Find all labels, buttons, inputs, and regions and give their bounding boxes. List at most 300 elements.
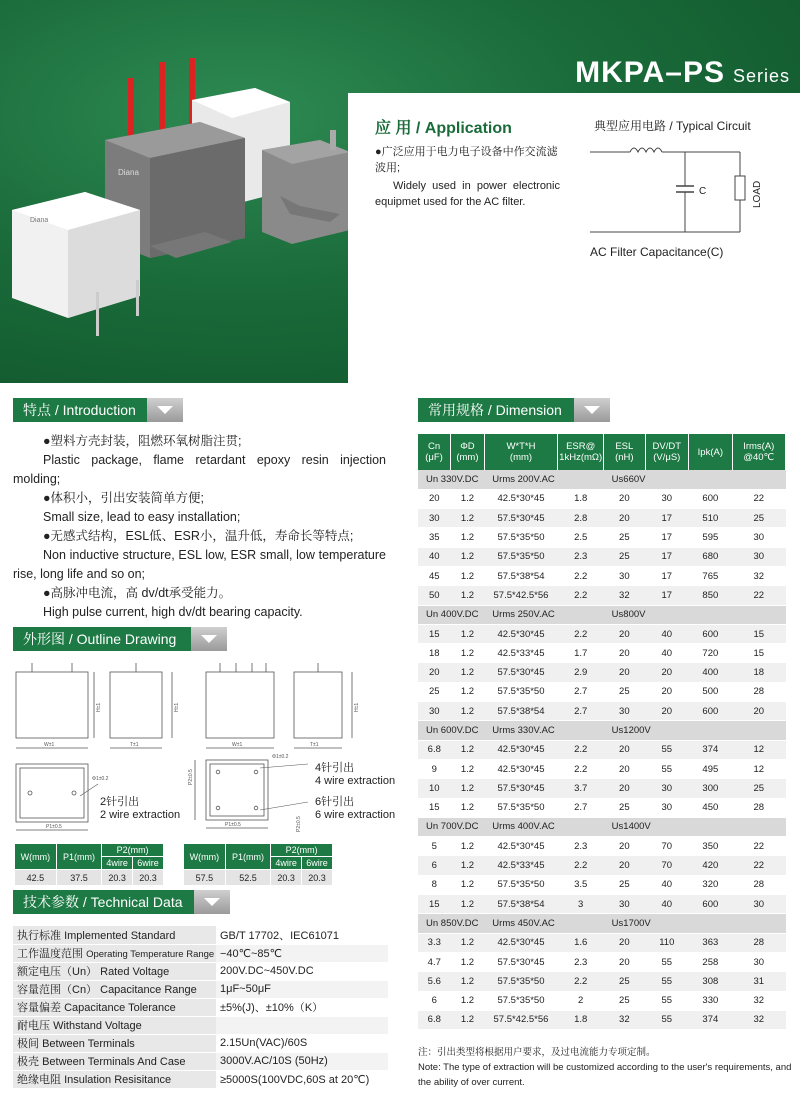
tech-key-cn: 工作温度范围 [17,948,83,960]
table-cell: 1.2 [451,856,485,875]
tech-key-en: Between Terminals And Case [42,1056,186,1068]
table-cell: 15 [418,895,451,914]
dim-d1: Φ1±0.2 [92,776,109,782]
table-cell: 1.7 [558,644,604,663]
col-6wire: 6wire [302,857,333,870]
tech-key [13,1016,216,1034]
table-cell: 57.5*30*45 [484,952,557,971]
table-cell: 32 [732,566,785,585]
table-cell: 55 [645,759,689,778]
outline-title: 外形图 / Outline Drawing [13,627,191,651]
table-cell: 20 [604,644,645,663]
group-row [418,914,786,933]
table-cell: 57.5*35*50 [484,798,557,817]
introduction-list [13,432,386,622]
group-us: Us660V [604,470,786,489]
brand-label: Diana [118,168,139,177]
table-cell: 1.8 [558,489,604,508]
group-un: Un 700V.DC [418,817,484,836]
application-text-en: Widely used in power electronic equipmet used for the AC filter. [375,180,560,208]
column-header [689,434,732,470]
column-header-line2: (μF) [425,452,443,463]
table-cell: 2.9 [558,663,604,682]
table-cell: 12 [732,740,785,759]
col-p1: P1(mm) [225,844,270,870]
table-cell: 57.5*30*45 [484,509,557,528]
table-cell: 320 [689,875,732,894]
table-cell: 40 [645,624,689,643]
table-cell: 2.2 [558,586,604,605]
table-cell: 1.2 [451,489,485,508]
table-cell: 30 [732,547,785,566]
table-cell: 30 [418,702,451,721]
tech-key [13,944,216,962]
table-cell: 15 [732,624,785,643]
footnote [418,1045,798,1090]
introduction-title: 特点 / Introduction [13,398,147,422]
table-cell: 350 [689,837,732,856]
table-cell: 57.5*38*54 [484,566,557,585]
intro-item-cn: ●塑料方壳封装，阻燃环氧树脂注贯; [43,434,242,448]
table-cell: 8 [418,875,451,894]
brand-label-front: Diana [30,217,49,224]
table-cell: 25 [604,547,645,566]
column-header-line1: Irms(A) [743,441,775,452]
table-cell: 25 [732,779,785,798]
tech-key-en: Insulation Resisitance [64,1074,172,1086]
table-cell: 20 [604,933,645,952]
tech-key-en: Operating Temperature Range [86,949,215,960]
table-cell: 450 [689,798,732,817]
table-row [418,644,786,663]
chevron-down-icon [194,890,230,914]
technical-table [13,926,388,1089]
table-cell: 57.5*30*45 [484,663,557,682]
dim-h-b: H±1 [174,702,180,712]
table-cell: 30 [732,952,785,971]
table-cell: 1.2 [451,740,485,759]
tech-row [13,1034,388,1052]
table-cell: 6.8 [418,1010,451,1029]
col-w: W(mm) [184,844,226,870]
cell: 20.3 [133,870,164,886]
table-cell: 25 [604,875,645,894]
column-header-line1: Ipk(A) [697,446,723,458]
group-urms: Urms 250V.AC [484,605,603,624]
table-cell: 57.5*38*54 [484,895,557,914]
table-cell: 42.5*30*45 [484,624,557,643]
column-header [558,434,604,470]
series-label: Series [732,66,790,86]
table-cell: 25 [604,682,645,701]
table-row [418,528,786,547]
column-header-line2: (V/μS) [653,452,681,463]
chevron-down-icon [147,398,183,422]
table-cell: 1.2 [451,586,485,605]
table-cell: 20 [732,702,785,721]
table-cell: 40 [418,547,451,566]
table-cell: 2.3 [558,547,604,566]
tech-value: −40℃~85℃ [216,944,388,962]
four-wire-label [315,762,395,788]
column-header-line1: ΦD [460,441,475,452]
table-cell: 1.2 [451,991,485,1010]
product-photo [0,0,350,383]
table-cell: 2.7 [558,682,604,701]
table-row [418,972,786,991]
column-header [484,434,557,470]
table-cell: 5 [418,837,451,856]
cell: 20.3 [102,870,133,886]
group-row [418,817,786,836]
col-6wire: 6wire [133,857,164,870]
table-cell: 25 [604,798,645,817]
table-cell: 3 [558,895,604,914]
intro-item-cn: ●高脉冲电流，高 dv/dt承受能力。 [43,586,232,600]
tech-key-en: Implemented Standard [64,929,176,942]
table-cell: 42.5*30*45 [484,740,557,759]
tech-row [13,926,388,944]
table-cell: 6 [418,856,451,875]
column-header-line2: @40℃ [743,452,775,463]
table-cell: 25 [604,528,645,547]
table-row [418,740,786,759]
table-cell: 300 [689,779,732,798]
table-cell: 20 [604,740,645,759]
table-row [418,586,786,605]
dimension-header [418,398,610,422]
group-urms: Urms 200V.AC [484,470,603,489]
tech-key-en: Capacitance Range [100,984,197,996]
dim-t: T±1 [130,742,139,748]
dim-p1-b: P1±0.5 [225,822,241,828]
table-cell: 31 [732,972,785,991]
table-cell: 20 [418,663,451,682]
table-cell: 18 [418,644,451,663]
load-label: LOAD [752,180,763,208]
tech-key [13,962,216,980]
table-row [418,856,786,875]
tech-key [13,1052,216,1070]
table-cell: 600 [689,624,732,643]
tech-row [13,962,388,980]
table-cell: 9 [418,759,451,778]
tech-key [13,980,216,998]
table-cell: 20 [604,759,645,778]
table-row [418,991,786,1010]
table-cell: 1.2 [451,547,485,566]
table-cell: 40 [645,875,689,894]
tech-value: ≥5000S(100VDC,60S at 20℃) [216,1070,388,1088]
table-cell: 1.2 [451,644,485,663]
table-cell: 22 [732,489,785,508]
tech-key-en: Between Terminals [42,1038,135,1050]
column-header [451,434,485,470]
table-cell: 110 [645,933,689,952]
group-us: Us800V [604,605,786,624]
table-cell: 55 [645,1010,689,1029]
cell: 52.5 [225,870,270,886]
table-cell: 3.7 [558,779,604,798]
tech-value: 3000V.AC/10S (50Hz) [216,1052,388,1070]
group-urms: Urms 450V.AC [484,914,603,933]
six-wire-cn: 6针引出 [315,796,355,808]
table-cell: 57.5*35*50 [484,875,557,894]
table-cell: 40 [645,644,689,663]
group-us: Us1700V [604,914,786,933]
table-row [418,624,786,643]
table-cell: 35 [418,528,451,547]
intro-item-cn: ●体积小，引出安装简单方便; [43,491,205,505]
table-cell: 1.2 [451,702,485,721]
table-row [418,682,786,701]
table-cell: 850 [689,586,732,605]
two-wire-cn: 2针引出 [100,796,140,808]
table-cell: 6 [418,991,451,1010]
group-un: Un 600V.DC [418,721,484,740]
column-header [604,434,645,470]
table-cell: 22 [732,586,785,605]
four-wire-en: 4 wire extraction [315,775,396,787]
table-cell: 20 [604,509,645,528]
table-cell: 17 [645,547,689,566]
table-cell: 57.5*35*50 [484,972,557,991]
table-cell: 25 [604,991,645,1010]
application-title: 应 用 / Application [375,120,512,137]
table-cell: 32 [604,1010,645,1029]
table-cell: 30 [732,895,785,914]
column-header-line2: 1kHz(mΩ) [559,452,603,463]
table-cell: 2.2 [558,740,604,759]
dim-t-b: T±1 [310,742,319,748]
column-header [732,434,785,470]
col-4wire: 4wire [271,857,302,870]
table-cell: 70 [645,856,689,875]
table-cell: 20 [604,624,645,643]
table-cell: 18 [732,663,785,682]
table-cell: 57.5*35*50 [484,547,557,566]
tech-value: GB/T 17702、IEC61071 [216,926,388,944]
table-cell: 70 [645,837,689,856]
table-row [418,702,786,721]
tech-row [13,944,388,962]
six-wire-label [315,796,395,822]
table-row [418,952,786,971]
group-us: Us1400V [604,817,786,836]
column-header-line2: (mm) [509,452,533,463]
table-cell: 20 [604,489,645,508]
column-header-line1: W*T*H [506,441,536,452]
table-row [418,798,786,817]
table-cell: 1.2 [451,509,485,528]
table-cell: 20 [418,489,451,508]
circuit-caption: AC Filter Capacitance(C) [590,245,724,259]
table-cell: 25 [604,972,645,991]
tech-key-cn: 绝缘电阻 [17,1074,61,1086]
application-text [375,144,560,210]
tech-key-cn: 耐电压 [17,1020,50,1032]
table-cell: 42.5*30*45 [484,489,557,508]
col-p2: P2(mm) [102,844,164,857]
dim-w: W±1 [44,742,55,748]
table-cell: 20 [604,952,645,971]
cell: 20.3 [271,870,302,886]
table-cell: 17 [645,566,689,585]
tech-key-cn: 额定电压（Un） [17,966,98,978]
col-w: W(mm) [15,844,57,870]
tech-row [13,1052,388,1070]
table-cell: 600 [689,895,732,914]
tech-key-en: Rated Voltage [100,966,170,978]
table-cell: 22 [732,837,785,856]
dim-p2b: P2±0.5 [296,816,302,832]
technical-header [13,890,230,914]
group-row [418,605,786,624]
table-cell: 55 [645,991,689,1010]
table-row [418,779,786,798]
column-header [418,434,451,470]
table-cell: 20 [604,837,645,856]
table-row [418,933,786,952]
table-cell: 42.5*33*45 [484,856,557,875]
six-wire-en: 6 wire extraction [315,809,396,821]
table-row [418,895,786,914]
table-cell: 25 [732,509,785,528]
group-row [418,470,786,489]
four-wire-cn: 4针引出 [315,762,355,774]
tech-key-en: Capacitance Tolerance [64,1002,176,1014]
table-cell: 25 [418,682,451,701]
table-cell: 28 [732,798,785,817]
cell: 57.5 [184,870,226,886]
col-4wire: 4wire [102,857,133,870]
intro-item-en: Plastic package, flame retardant epoxy resin injection molding; [13,453,386,486]
table-cell: 20 [645,682,689,701]
table-cell: 2.8 [558,509,604,528]
table-cell: 55 [645,952,689,971]
table-cell: 4.7 [418,952,451,971]
dim-d1-b: Φ1±0.2 [272,754,289,760]
tech-key-cn: 极间 [17,1038,39,1050]
table-cell: 1.2 [451,895,485,914]
product-title [575,56,790,90]
table-cell: 17 [645,528,689,547]
tech-key-cn: 容量范围（Cn） [17,984,98,996]
column-header-line2: (nH) [615,452,634,463]
table-row [418,1010,786,1029]
table-cell: 42.5*30*45 [484,759,557,778]
table-cell: 15 [418,624,451,643]
table-cell: 17 [645,509,689,528]
introduction-header [13,398,183,422]
table-cell: 28 [732,875,785,894]
table-cell: 2.3 [558,837,604,856]
table-cell: 495 [689,759,732,778]
tech-key [13,926,216,944]
table-cell: 1.2 [451,972,485,991]
table-cell: 30 [604,895,645,914]
table-cell: 258 [689,952,732,971]
table-cell: 374 [689,1010,732,1029]
table-cell: 1.2 [451,624,485,643]
column-header-line2: (mm) [456,452,479,463]
tech-value: ±5%(J)、±10%（K） [216,998,388,1016]
table-cell: 30 [645,779,689,798]
table-cell: 720 [689,644,732,663]
table-cell: 20 [645,663,689,682]
two-wire-en: 2 wire extraction [100,809,181,821]
table-cell: 374 [689,740,732,759]
table-cell: 1.2 [451,759,485,778]
table-cell: 28 [732,682,785,701]
table-cell: 17 [645,586,689,605]
intro-item-en: High pulse current, high dv/dt bearing capacity. [43,605,303,619]
table-cell: 1.2 [451,682,485,701]
table-cell: 57.5*35*50 [484,991,557,1010]
table-cell: 30 [732,528,785,547]
table-cell: 20 [645,702,689,721]
cell: 42.5 [15,870,57,886]
table-cell: 330 [689,991,732,1010]
table-row [418,663,786,682]
table-cell: 42.5*33*45 [484,644,557,663]
table-cell: 57.5*42.5*56 [484,586,557,605]
table-cell: 57.5*35*50 [484,528,557,547]
note-en: Note: The type of extraction will be customized according to the user's requirements, and the ability of over current. [418,1062,792,1088]
table-cell: 308 [689,972,732,991]
group-row [418,721,786,740]
cap-label: C [699,186,707,197]
table-cell: 2.2 [558,566,604,585]
table-cell: 1.8 [558,1010,604,1029]
table-cell: 1.2 [451,933,485,952]
dim-p1: P1±0.5 [46,824,62,830]
table-cell: 595 [689,528,732,547]
technical-title: 技术参数 / Technical Data [13,890,194,914]
col-p2: P2(mm) [271,844,333,857]
table-cell: 1.2 [451,952,485,971]
model-name: MKPA–PS [575,56,725,89]
tech-key-cn: 执行标准 [17,929,61,942]
circuit-title: 典型应用电路 / Typical Circuit [594,119,751,133]
table-cell: 2 [558,991,604,1010]
dim-p2a: P2±0.5 [188,769,194,785]
table-cell: 32 [732,1010,785,1029]
table-cell: 30 [418,509,451,528]
group-urms: Urms 400V.AC [484,817,603,836]
table-cell: 2.3 [558,952,604,971]
column-header-line1: ESL [615,441,634,452]
table-cell: 2.2 [558,856,604,875]
table-row [418,509,786,528]
table-cell: 30 [604,566,645,585]
table-cell: 57.5*30*45 [484,779,557,798]
table-cell: 32 [604,586,645,605]
table-cell: 1.2 [451,798,485,817]
table-cell: 600 [689,702,732,721]
table-cell: 40 [645,895,689,914]
table-cell: 1.2 [451,663,485,682]
table-row [418,837,786,856]
table-cell: 28 [732,933,785,952]
group-urms: Urms 330V.AC [484,721,603,740]
intro-item-cn: ●无感式结构，ESL低、ESR小，温升低，寿命长等特点; [43,529,354,543]
tech-key-cn: 容量偏差 [17,1002,61,1014]
column-header-line1: DV/DT [652,441,682,452]
column-header [645,434,689,470]
dim-w-b: W±1 [232,742,243,748]
header-row [418,434,786,470]
